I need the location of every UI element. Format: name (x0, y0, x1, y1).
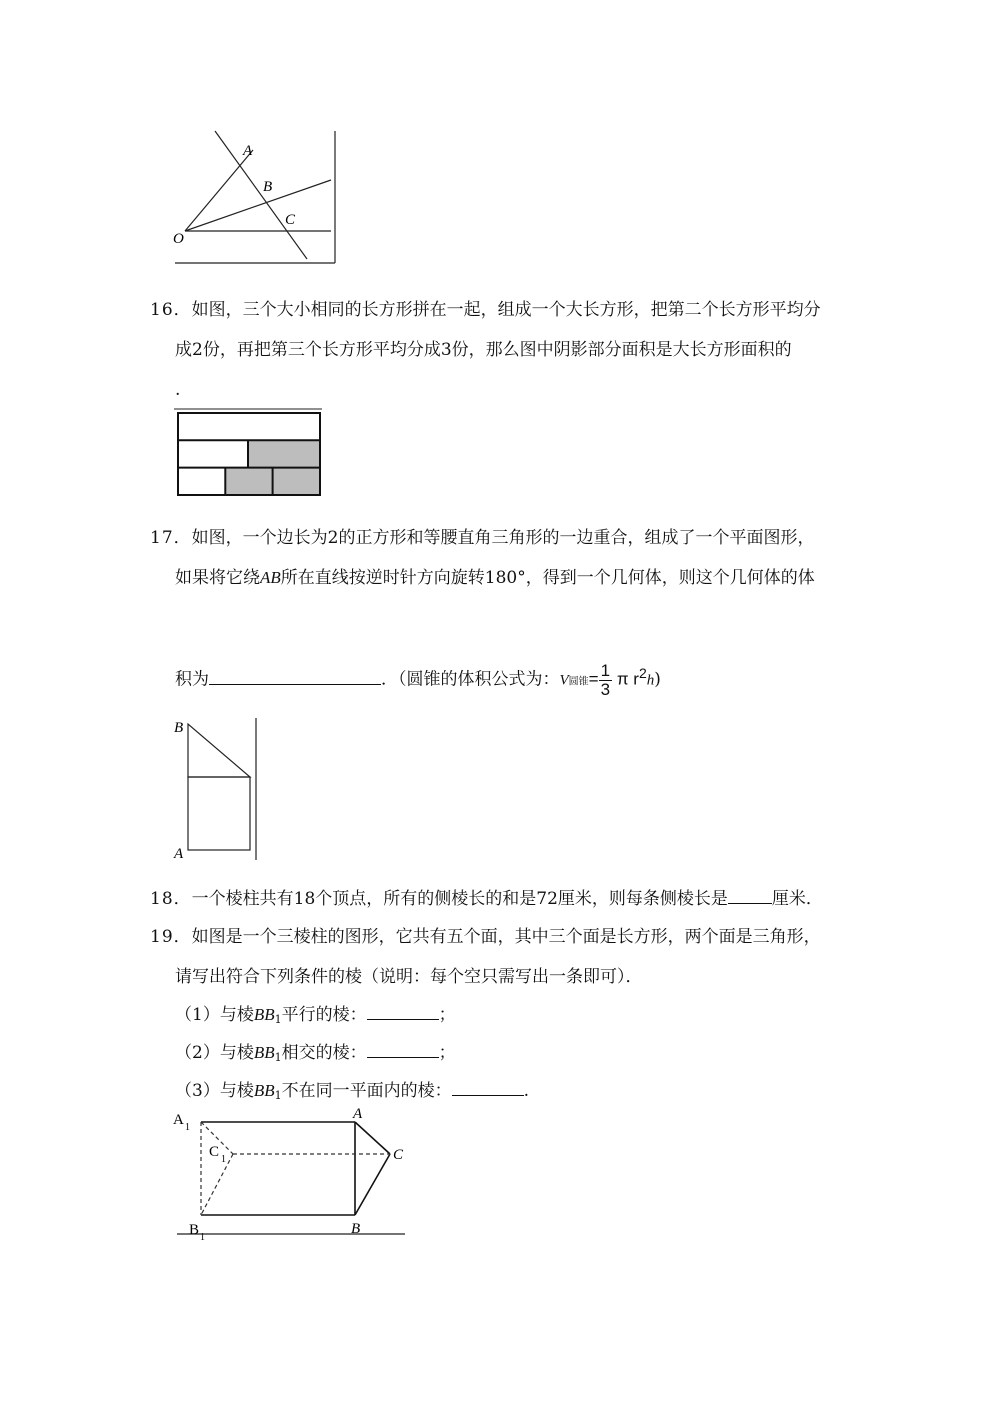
q19-sub1-blank[interactable] (367, 1005, 439, 1020)
q16-text2b: 份，再把第三个长方形平均分成 (202, 340, 441, 360)
q19-sub2-blank[interactable] (367, 1043, 439, 1058)
q16-text2c: 份，那么图中阴影部分面积是大长方形面积的 (451, 340, 792, 360)
q19-sub2-edge-sub: 1 (274, 1051, 282, 1064)
fig19-label-b1: B (189, 1222, 200, 1238)
q18-sum: 72 (536, 889, 558, 909)
fig19-label-c1: C (209, 1144, 220, 1160)
q16-n2: 2 (192, 340, 203, 360)
q17-formula-pi: π (616, 669, 629, 689)
q17-text2c: ，得到一个几何体，则这个几何体的体 (525, 568, 815, 588)
q17-text3b: ．（圆锥的体积公式为： (381, 669, 560, 690)
q19-sub3-b: 不在同一平面内的棱： (281, 1081, 452, 1101)
fig15-label-b: B (263, 179, 273, 195)
q16-line1 (150, 298, 821, 322)
q19-sub2-b: 相交的棱： (281, 1043, 367, 1063)
q19-sub2 (175, 1041, 456, 1070)
q17-formula-eq: = (588, 669, 599, 689)
fig19-label-b: B (351, 1221, 361, 1237)
q18-number: 18． (150, 889, 192, 909)
q16-text1: 如图，三个大小相同的长方形拼在一起，组成一个大长方形，把第二个长方形平均分 (191, 300, 821, 320)
q19-sub3-a: （3）与棱 (175, 1081, 254, 1101)
q19-sub2-end: ； (438, 1043, 456, 1063)
q17-formula-den: 3 (600, 679, 611, 699)
q16-line2 (175, 338, 792, 362)
q17-text2a: 如果将它绕 (175, 568, 260, 588)
fig15-label-o: O (173, 231, 184, 247)
q16-text2a: 成 (175, 340, 192, 360)
fig19-diagram (165, 1102, 410, 1242)
fig17-diagram (168, 712, 268, 864)
q17-line1 (150, 526, 814, 550)
q17-text1b: 的正方形和等腰直角三角形的一边重合，组成了一个平面图形， (338, 528, 815, 548)
q17-formula-sq: 2 (638, 665, 647, 681)
q17-formula-fraction (599, 662, 612, 699)
q17-line2 (175, 566, 815, 590)
q19-sub1-b: 平行的棱： (281, 1005, 367, 1025)
q19-sub3-edge-sub: 1 (274, 1089, 282, 1102)
fig19-label-a: A (353, 1106, 363, 1122)
q17-text3c: ) (654, 669, 661, 690)
q18-text-a: 一个棱柱共有 (191, 889, 294, 909)
q19-sub3-edge: BB (253, 1081, 275, 1100)
fig19-label-a1: A (173, 1112, 184, 1128)
q18-line (150, 887, 823, 911)
q17-text3a: 积为 (175, 669, 209, 690)
q19-sub1-end: ； (438, 1005, 456, 1025)
q17-angle: 180° (484, 568, 526, 588)
fig19-label-b1-sub: 1 (200, 1232, 205, 1242)
q17-formula-v: V (559, 672, 569, 689)
q18-answer-blank[interactable] (728, 889, 772, 904)
fig15-label-a: A (243, 143, 253, 159)
q17-line3 (175, 658, 661, 699)
q17-formula-sub: 圆锥 (568, 676, 589, 688)
q19-sub2-edge: BB (253, 1043, 275, 1062)
q19-sub2-a: （2）与棱 (175, 1043, 254, 1063)
q19-text1: 如图是一个三棱柱的图形，它共有五个面，其中三个面是长方形，两个面是三角形， (191, 927, 821, 947)
fig19-label-c1-sub: 1 (221, 1154, 226, 1165)
q17-axis: AB (260, 568, 281, 587)
q16-number: 16． (150, 300, 192, 320)
q19-line1 (150, 925, 821, 949)
q17-text2b: 所在直线按逆时针方向旋转 (280, 568, 485, 588)
fig19-label-c: C (393, 1147, 404, 1163)
q18-vertices: 18 (293, 889, 316, 909)
q17-formula-r: r (633, 669, 639, 689)
q19-number: 19． (150, 927, 192, 947)
fig19-label-a1-sub: 1 (185, 1122, 190, 1133)
q19-sub3-end: . (523, 1081, 530, 1101)
q19-sub1 (175, 1003, 456, 1032)
fig17-label-b: B (174, 720, 184, 736)
q17-side: 2 (327, 528, 339, 548)
q19-sub1-edge-sub: 1 (274, 1013, 282, 1026)
q16-n3: 3 (440, 340, 452, 360)
q16-line3: . (175, 380, 181, 400)
q19-line2: 请写出符合下列条件的棱（说明：每个空只需写出一条即可）． (175, 967, 643, 987)
q18-text-b: 个顶点，所有的侧棱长的和是 (315, 889, 537, 909)
q17-formula-h: h (646, 672, 655, 689)
fig17-label-a: A (174, 846, 184, 862)
q18-text-c: 厘米，则每条侧棱长是 (557, 889, 728, 909)
q19-sub1-edge: BB (253, 1005, 275, 1024)
q18-text-d: 厘米． (771, 889, 823, 909)
fig15-diagram (165, 125, 345, 270)
fig16-diagram (170, 403, 330, 503)
q17-number: 17． (150, 528, 192, 548)
q19-sub1-a: （1）与棱 (175, 1005, 254, 1025)
q17-answer-blank[interactable] (209, 670, 381, 685)
q17-formula-num: 1 (600, 660, 611, 680)
fig15-label-c: C (285, 212, 296, 228)
q19-sub3-blank[interactable] (452, 1081, 524, 1096)
q17-text1a: 如图，一个边长为 (191, 528, 328, 548)
